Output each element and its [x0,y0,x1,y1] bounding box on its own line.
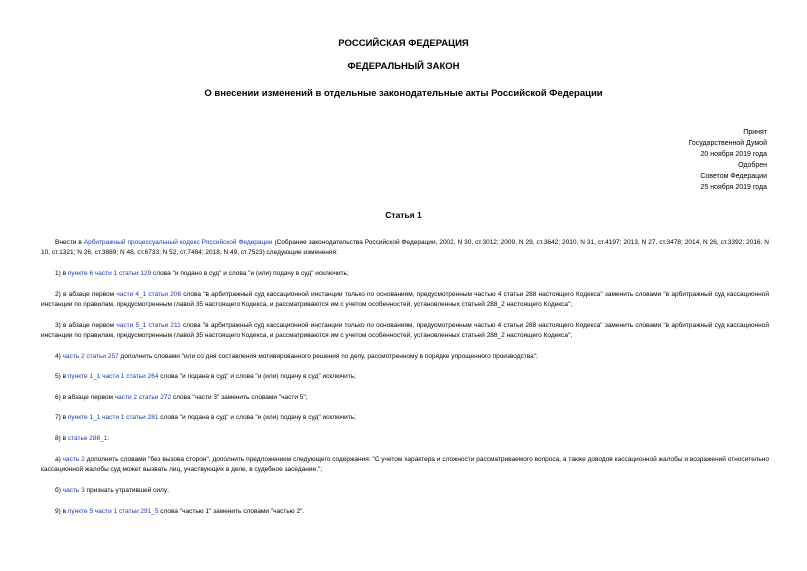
item-4: 4) часть 2 статьи 257 дополнить словами "или со дня составления мотивированного решения по делу, рассмотренному в порядке упрощенного производства"; [55,353,538,360]
item-4-link[interactable]: часть 2 статьи 257 [62,353,119,360]
item-7: 7) в пункте 1_1 части 1 статьи 281 слова "и подана в суд" и слова "и (или) подачу в суд" исключить; [55,414,356,421]
item-8: 8) в статье 288_1: [55,435,110,442]
item-9-link[interactable]: пункте 5 части 1 статьи 291_5 [67,508,159,515]
article-title: Статья 1 [385,210,422,220]
adoption-info [688,127,767,193]
law-type-heading: ФЕДЕРАЛЬНЫЙ ЗАКОН [347,61,460,72]
item-1: 1) в пункте 6 части 1 статьи 129 слова "и подано в суд" и слова "и (или) подачу в суд" исключить; [55,270,349,277]
item-6: 6) в абзаце первом части 2 статьи 272 слова "части 3" заменить словами "части 5"; [55,394,308,401]
item-8a: а) часть 2 дополнить словами "без вызова сторон", дополнить предложением следующего содержания: "С учетом характера и сложности рассматриваемого вопроса, а также доводов кассационной жалобы и возражений относительно кассационной жалобы суд может вызвать лиц, участвующих в деле, в судебное заседание."; [41,456,769,473]
adopted-by: Государственной Думой [688,140,767,147]
country-heading: РОССИЙСКАЯ ФЕДЕРАЦИЯ [338,38,469,49]
item-2: 2) в абзаце первом части 4_1 статьи 206 слова "в арбитражный суд кассационной инстанции только по основаниям, предусмотренным частью 4 статьи 288 настоящего Кодекса" заменить словами "в арбитражный суд кассационной инстанции по правилам, предусмотренным главой 35 настоящего Кодекса, и рассматриваются им с учетом особенностей, установленных статьей 288_2 настоящего Кодекса"; [41,291,769,308]
approved-date: 25 ноября 2019 года [700,184,767,191]
item-5: 5) в пункте 1_1 части 1 статьи 264 слова "и подана в суд" и слова "и (или) подачу в суд" исключить; [55,373,356,380]
item-8b: б) часть 3 признать утратившей силу; [55,487,169,494]
adopted-label: Принят [743,129,767,136]
item-3: 3) в абзаце первом части 5_1 статьи 211 слова "в арбитражный суд кассационной инстанции только по основаниям, предусмотренным частью 4 статьи 288 настоящего Кодекса" заменить словами "в арбитражный суд кассационной инстанции по правилам, предусмотренным главой 35 настоящего Кодекса, и рассматриваются им с учетом особенностей, установленных статьей 288_2 настоящего Кодекса"; [41,322,769,339]
approved-label: Одобрен [738,162,767,169]
item-5-link[interactable]: пункте 1_1 части 1 статьи 264 [67,373,159,380]
law-title: О внесении изменений в отдельные законодательные акты Российской Федерации [204,88,603,99]
item-2-link[interactable]: части 4_1 статьи 206 [116,291,182,298]
item-8b-link[interactable]: часть 3 [62,487,85,494]
adopted-date: 20 ноября 2019 года [700,151,767,158]
item-1-link[interactable]: пункте 6 части 1 статьи 129 [67,270,152,277]
item-7-link[interactable]: пункте 1_1 части 1 статьи 281 [67,414,159,421]
item-8-link[interactable]: статье 288_1 [67,435,108,442]
item-8a-link[interactable]: часть 2 [62,456,85,463]
approved-by: Советом Федерации [700,173,767,180]
intro-paragraph: Внести в Арбитражный процессуальный кодекс Российской Федерации (Собрание законодательства Российской Федерации, 2002, N 30, ст.3012; 2009, N 29, ст.3642; 2010, N 31, ст.4197; 2013, N 27, ст.3478; 2014, N 26, ст.3392; 2016, N 10, ст.1321; N 26, ст.3889; N 48, ст.6733; N 52, ст.7484; 2018, N 49, ст.7523) следующие изменения: [41,239,769,256]
item-6-link[interactable]: части 2 статьи 272 [114,394,172,401]
item-3-link[interactable]: части 5_1 статьи 211 [116,322,181,329]
apk-link[interactable]: Арбитражный процессуальный кодекс Российской Федерации [83,239,273,246]
item-9: 9) в пункте 5 части 1 статьи 291_5 слова "частью 1" заменить словами "частью 2". [55,508,305,515]
